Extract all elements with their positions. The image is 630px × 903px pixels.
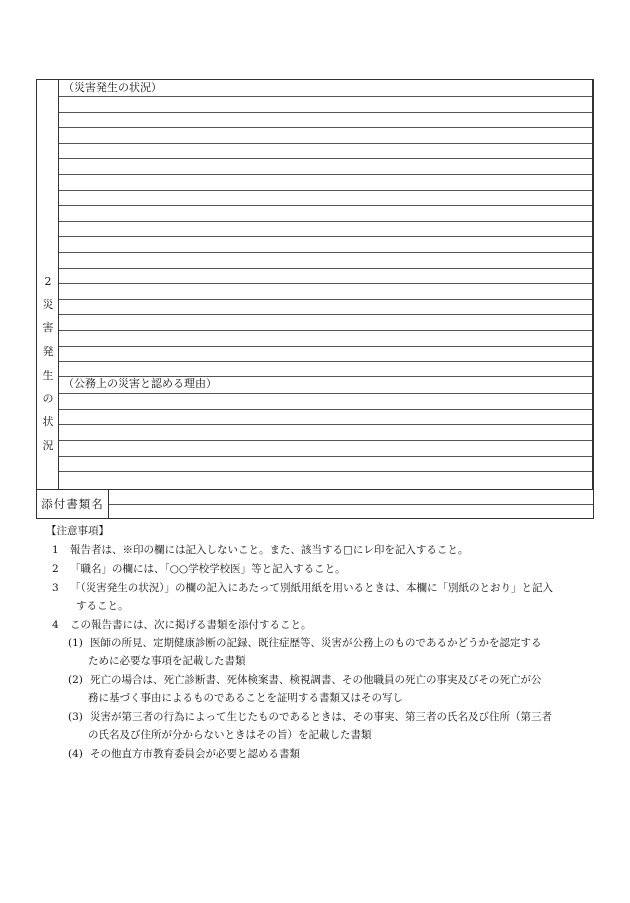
ruled-line bbox=[59, 283, 592, 284]
subnote-number: (1) bbox=[68, 637, 83, 649]
note-number: 1 bbox=[52, 544, 59, 556]
ruled-line bbox=[59, 409, 592, 410]
subnote-number: (3) bbox=[68, 711, 83, 723]
ruled-line bbox=[59, 314, 592, 315]
attachments-row bbox=[37, 489, 593, 518]
section-label-char: 生 bbox=[42, 369, 54, 382]
note-text: 「（災害発生の状況）」の欄の記入にあたって別紙用紙を用いるときは、本欄に「別紙のとおり」と記入 bbox=[70, 582, 553, 594]
section-label-char: 状 bbox=[42, 415, 54, 428]
ruled-line bbox=[59, 174, 592, 175]
section-label-char: 況 bbox=[42, 439, 54, 452]
ruled-line bbox=[59, 221, 592, 222]
ruled-line bbox=[59, 268, 592, 269]
note-text: 「職名」の欄には、「○○学校学校医」等と記入すること。 bbox=[70, 563, 346, 575]
section-label-cell bbox=[37, 80, 59, 489]
ruled-line bbox=[59, 424, 592, 425]
subnote-text: 医師の所見、定期健康診断の記録、既往症歴等、災害が公務上のものであるかどうかを認定する bbox=[90, 637, 542, 649]
ruled-line bbox=[59, 330, 592, 331]
ruled-line bbox=[59, 299, 592, 300]
ruled-line bbox=[59, 96, 592, 97]
note-text: 報告者は、※印の欄には記入しないこと。また、該当する□にレ印を記入すること。 bbox=[70, 544, 469, 556]
ruled-line bbox=[59, 361, 592, 362]
subnote-text-continued: ために必要な事項を記載した書類 bbox=[88, 655, 246, 667]
ruled-line bbox=[59, 143, 592, 144]
attachments-writing-line[interactable] bbox=[109, 504, 593, 505]
ruled-line bbox=[59, 471, 592, 472]
ruled-line bbox=[59, 456, 592, 457]
note-text-continued: すること。 bbox=[76, 600, 129, 612]
reason-heading: （公務上の災害と認める理由） bbox=[63, 377, 217, 390]
ruled-line bbox=[59, 393, 592, 394]
ruled-line bbox=[59, 127, 592, 128]
ruled-line bbox=[59, 346, 592, 347]
note-number: 4 bbox=[52, 619, 59, 631]
ruled-line bbox=[59, 376, 592, 377]
note-number: 3 bbox=[52, 582, 59, 594]
note-number: 2 bbox=[52, 563, 59, 575]
subnote-text-continued: 務に基づく事由によるものであることを証明する書類又はその写し bbox=[88, 692, 403, 704]
note-text: この報告書には、次に掲げる書類を添付すること。 bbox=[70, 619, 312, 631]
section-label-char: 害 bbox=[42, 321, 54, 334]
subnote-text-continued: の氏名及び住所が分からないときはその旨）を記載した書類 bbox=[88, 729, 372, 741]
subnote-text: 災害が第三者の行為によって生じたものであるときは、その事実、第三者の氏名及び住所（第三者 bbox=[90, 711, 552, 723]
ruled-line bbox=[59, 205, 592, 206]
ruled-line bbox=[59, 158, 592, 159]
attachments-label: 添付書類名 bbox=[37, 490, 109, 518]
subnote-number: (4) bbox=[68, 748, 83, 760]
ruled-line bbox=[59, 112, 592, 113]
section-label-char: 2 bbox=[44, 275, 52, 288]
section-label-char: 災 bbox=[42, 298, 54, 311]
report-form-table bbox=[36, 79, 594, 519]
ruled-line bbox=[59, 440, 592, 441]
ruled-line bbox=[59, 252, 592, 253]
subnote-text: その他直方市教育委員会が必要と認める書類 bbox=[90, 748, 300, 760]
section-label-char: の bbox=[42, 392, 54, 405]
subnote-number: (2) bbox=[68, 674, 83, 686]
section-label-char: 発 bbox=[42, 345, 54, 358]
notes-title: 【注意事項】 bbox=[46, 525, 109, 537]
writing-area[interactable] bbox=[59, 80, 593, 489]
ruled-line bbox=[59, 236, 592, 237]
subnote-text: 死亡の場合は、死亡診断書、死体検案書、検視調書、その他職員の死亡の事実及びその死亡が公 bbox=[90, 674, 542, 686]
disaster-situation-heading: （災害発生の状況） bbox=[63, 81, 162, 94]
ruled-line bbox=[59, 190, 592, 191]
